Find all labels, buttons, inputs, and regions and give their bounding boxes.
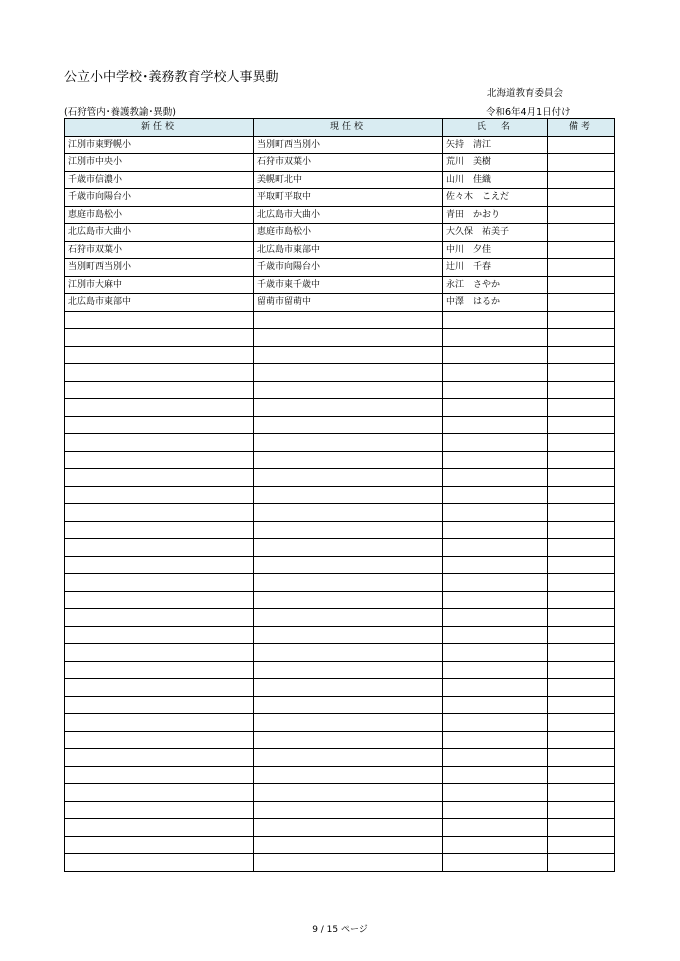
note-cell xyxy=(548,311,615,329)
note-cell xyxy=(548,329,615,347)
name-cell xyxy=(443,521,548,539)
personnel-transfer-table xyxy=(64,118,615,872)
empty-table-row xyxy=(65,521,615,539)
note-cell xyxy=(548,626,615,644)
empty-table-row xyxy=(65,556,615,574)
note-cell xyxy=(548,539,615,557)
current-school-cell xyxy=(254,521,443,539)
new-school-cell: 北広島市大曲小 xyxy=(65,224,254,242)
new-school-cell xyxy=(65,574,254,592)
new-school-cell xyxy=(65,609,254,627)
note-cell xyxy=(548,171,615,189)
note-cell xyxy=(548,819,615,837)
new-school-cell xyxy=(65,731,254,749)
note-cell xyxy=(548,766,615,784)
table-header-row xyxy=(65,119,615,137)
note-cell xyxy=(548,731,615,749)
empty-table-row xyxy=(65,539,615,557)
note-cell xyxy=(548,591,615,609)
name-cell: 辻川 千春 xyxy=(443,259,548,277)
note-cell xyxy=(548,714,615,732)
current-school-cell xyxy=(254,679,443,697)
current-school-cell xyxy=(254,644,443,662)
note-cell xyxy=(548,469,615,487)
empty-table-row xyxy=(65,801,615,819)
new-school-cell xyxy=(65,626,254,644)
empty-table-row xyxy=(65,731,615,749)
current-school-cell xyxy=(254,784,443,802)
current-school-cell xyxy=(254,801,443,819)
name-cell xyxy=(443,784,548,802)
note-cell xyxy=(548,521,615,539)
name-cell: 大久保 祐美子 xyxy=(443,224,548,242)
new-school-cell: 北広島市東部中 xyxy=(65,294,254,312)
name-cell xyxy=(443,556,548,574)
table-row xyxy=(65,294,615,312)
empty-table-row xyxy=(65,819,615,837)
new-school-cell xyxy=(65,381,254,399)
empty-table-row xyxy=(65,329,615,347)
new-school-cell xyxy=(65,364,254,382)
note-cell xyxy=(548,154,615,172)
current-school-cell xyxy=(254,854,443,872)
name-cell xyxy=(443,749,548,767)
new-school-cell xyxy=(65,469,254,487)
current-school-cell xyxy=(254,574,443,592)
name-cell xyxy=(443,486,548,504)
note-cell xyxy=(548,294,615,312)
empty-table-row xyxy=(65,504,615,522)
note-cell xyxy=(548,644,615,662)
table-row xyxy=(65,189,615,207)
name-cell xyxy=(443,644,548,662)
new-school-cell xyxy=(65,504,254,522)
new-school-cell xyxy=(65,801,254,819)
current-school-cell xyxy=(254,416,443,434)
name-cell: 荒川 美樹 xyxy=(443,154,548,172)
new-school-cell xyxy=(65,819,254,837)
new-school-cell: 当別町西当別小 xyxy=(65,259,254,277)
empty-table-row xyxy=(65,679,615,697)
current-school-cell xyxy=(254,836,443,854)
new-school-cell xyxy=(65,696,254,714)
note-cell xyxy=(548,504,615,522)
document-subtitle: (石狩管内･養護教諭･異動) xyxy=(64,107,176,118)
current-school-cell xyxy=(254,591,443,609)
name-cell: 佐々木 こえだ xyxy=(443,189,548,207)
empty-table-row xyxy=(65,486,615,504)
name-cell xyxy=(443,714,548,732)
empty-table-row xyxy=(65,784,615,802)
new-school-cell xyxy=(65,679,254,697)
current-school-cell: 北広島市大曲小 xyxy=(254,206,443,224)
column-header-note: 備考 xyxy=(548,119,615,137)
name-cell xyxy=(443,381,548,399)
name-cell xyxy=(443,574,548,592)
current-school-cell: 石狩市双葉小 xyxy=(254,154,443,172)
name-cell xyxy=(443,504,548,522)
current-school-cell: 恵庭市島松小 xyxy=(254,224,443,242)
empty-table-row xyxy=(65,451,615,469)
current-school-cell xyxy=(254,399,443,417)
new-school-cell: 石狩市双葉小 xyxy=(65,241,254,259)
note-cell xyxy=(548,136,615,154)
note-cell xyxy=(548,434,615,452)
note-cell xyxy=(548,241,615,259)
new-school-cell xyxy=(65,854,254,872)
empty-table-row xyxy=(65,644,615,662)
name-cell xyxy=(443,399,548,417)
new-school-cell xyxy=(65,346,254,364)
table-body xyxy=(65,136,615,871)
empty-table-row xyxy=(65,696,615,714)
note-cell xyxy=(548,259,615,277)
name-cell xyxy=(443,679,548,697)
note-cell xyxy=(548,854,615,872)
current-school-cell xyxy=(254,749,443,767)
name-cell xyxy=(443,434,548,452)
new-school-cell xyxy=(65,416,254,434)
empty-table-row xyxy=(65,574,615,592)
new-school-cell: 千歳市向陽台小 xyxy=(65,189,254,207)
name-cell xyxy=(443,416,548,434)
name-cell xyxy=(443,346,548,364)
table-row xyxy=(65,276,615,294)
note-cell xyxy=(548,749,615,767)
note-cell xyxy=(548,189,615,207)
current-school-cell xyxy=(254,731,443,749)
table-row xyxy=(65,171,615,189)
empty-table-row xyxy=(65,609,615,627)
table-row xyxy=(65,154,615,172)
new-school-cell xyxy=(65,539,254,557)
current-school-cell xyxy=(254,626,443,644)
current-school-cell xyxy=(254,486,443,504)
table-row xyxy=(65,241,615,259)
note-cell xyxy=(548,661,615,679)
new-school-cell xyxy=(65,749,254,767)
name-cell xyxy=(443,661,548,679)
note-cell xyxy=(548,381,615,399)
empty-table-row xyxy=(65,714,615,732)
name-cell xyxy=(443,766,548,784)
name-cell xyxy=(443,731,548,749)
current-school-cell xyxy=(254,469,443,487)
new-school-cell xyxy=(65,644,254,662)
new-school-cell xyxy=(65,661,254,679)
empty-table-row xyxy=(65,346,615,364)
name-cell xyxy=(443,819,548,837)
note-cell xyxy=(548,556,615,574)
new-school-cell xyxy=(65,486,254,504)
name-cell xyxy=(443,539,548,557)
name-cell xyxy=(443,364,548,382)
empty-table-row xyxy=(65,469,615,487)
table-row xyxy=(65,136,615,154)
name-cell: 中澤 はるか xyxy=(443,294,548,312)
note-cell xyxy=(548,416,615,434)
empty-table-row xyxy=(65,661,615,679)
empty-table-row xyxy=(65,749,615,767)
issuer-name: 北海道教育委員会 xyxy=(487,88,564,99)
new-school-cell: 江別市東野幌小 xyxy=(65,136,254,154)
name-cell: 永江 さやか xyxy=(443,276,548,294)
empty-table-row xyxy=(65,836,615,854)
current-school-cell xyxy=(254,504,443,522)
current-school-cell xyxy=(254,766,443,784)
name-cell xyxy=(443,609,548,627)
note-cell xyxy=(548,574,615,592)
note-cell xyxy=(548,609,615,627)
new-school-cell xyxy=(65,399,254,417)
note-cell xyxy=(548,486,615,504)
name-cell xyxy=(443,311,548,329)
new-school-cell xyxy=(65,329,254,347)
current-school-cell xyxy=(254,346,443,364)
table-row xyxy=(65,206,615,224)
name-cell xyxy=(443,854,548,872)
new-school-cell: 江別市中央小 xyxy=(65,154,254,172)
name-cell: 山川 佳織 xyxy=(443,171,548,189)
empty-table-row xyxy=(65,626,615,644)
current-school-cell: 千歳市東千歳中 xyxy=(254,276,443,294)
name-cell xyxy=(443,626,548,644)
empty-table-row xyxy=(65,591,615,609)
note-cell xyxy=(548,224,615,242)
empty-table-row xyxy=(65,364,615,382)
note-cell xyxy=(548,836,615,854)
note-cell xyxy=(548,346,615,364)
new-school-cell: 恵庭市島松小 xyxy=(65,206,254,224)
new-school-cell xyxy=(65,714,254,732)
new-school-cell xyxy=(65,556,254,574)
new-school-cell xyxy=(65,311,254,329)
name-cell xyxy=(443,591,548,609)
note-cell xyxy=(548,784,615,802)
current-school-cell: 千歳市向陽台小 xyxy=(254,259,443,277)
new-school-cell xyxy=(65,766,254,784)
empty-table-row xyxy=(65,434,615,452)
name-cell: 矢持 清江 xyxy=(443,136,548,154)
name-cell: 青田 かおり xyxy=(443,206,548,224)
column-header-current-school: 現任校 xyxy=(254,119,443,137)
note-cell xyxy=(548,679,615,697)
name-cell xyxy=(443,451,548,469)
table-row xyxy=(65,224,615,242)
current-school-cell: 平取町平取中 xyxy=(254,189,443,207)
current-school-cell: 美幌町北中 xyxy=(254,171,443,189)
empty-table-row xyxy=(65,381,615,399)
current-school-cell: 北広島市東部中 xyxy=(254,241,443,259)
empty-table-row xyxy=(65,854,615,872)
new-school-cell: 千歳市信濃小 xyxy=(65,171,254,189)
page-number: 9 / 15 ページ xyxy=(312,925,368,935)
name-cell xyxy=(443,329,548,347)
current-school-cell xyxy=(254,539,443,557)
current-school-cell: 当別町西当別小 xyxy=(254,136,443,154)
column-header-name: 氏 名 xyxy=(443,119,548,137)
name-cell xyxy=(443,696,548,714)
empty-table-row xyxy=(65,416,615,434)
current-school-cell xyxy=(254,451,443,469)
new-school-cell xyxy=(65,836,254,854)
current-school-cell xyxy=(254,311,443,329)
current-school-cell xyxy=(254,819,443,837)
name-cell xyxy=(443,801,548,819)
current-school-cell xyxy=(254,434,443,452)
current-school-cell xyxy=(254,556,443,574)
note-cell xyxy=(548,364,615,382)
name-cell xyxy=(443,469,548,487)
new-school-cell xyxy=(65,784,254,802)
current-school-cell xyxy=(254,696,443,714)
current-school-cell xyxy=(254,609,443,627)
empty-table-row xyxy=(65,766,615,784)
effective-date: 令和6年4月1日付け xyxy=(486,107,571,118)
new-school-cell xyxy=(65,451,254,469)
new-school-cell xyxy=(65,521,254,539)
new-school-cell: 江別市大麻中 xyxy=(65,276,254,294)
current-school-cell xyxy=(254,381,443,399)
table-row xyxy=(65,259,615,277)
column-header-new-school: 新任校 xyxy=(65,119,254,137)
empty-table-row xyxy=(65,399,615,417)
note-cell xyxy=(548,399,615,417)
name-cell: 中川 夕佳 xyxy=(443,241,548,259)
empty-table-row xyxy=(65,311,615,329)
note-cell xyxy=(548,276,615,294)
note-cell xyxy=(548,206,615,224)
new-school-cell xyxy=(65,434,254,452)
note-cell xyxy=(548,696,615,714)
current-school-cell: 留萌市留萌中 xyxy=(254,294,443,312)
current-school-cell xyxy=(254,661,443,679)
current-school-cell xyxy=(254,364,443,382)
current-school-cell xyxy=(254,329,443,347)
name-cell xyxy=(443,836,548,854)
current-school-cell xyxy=(254,714,443,732)
note-cell xyxy=(548,801,615,819)
new-school-cell xyxy=(65,591,254,609)
document-title: 公立小中学校･義務教育学校人事異動 xyxy=(64,70,279,85)
note-cell xyxy=(548,451,615,469)
